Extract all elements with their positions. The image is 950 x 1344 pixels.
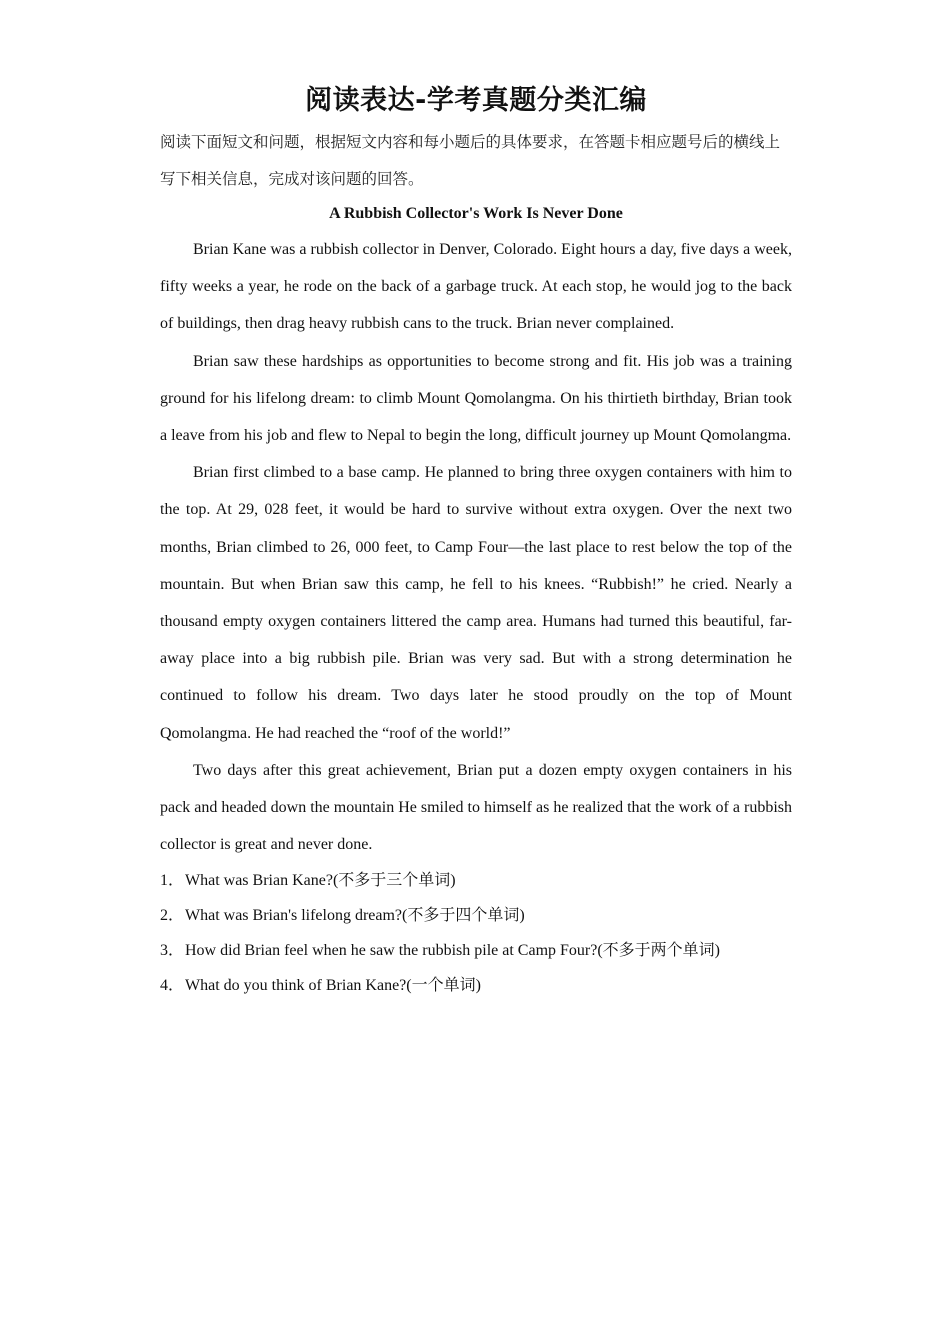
question-item xyxy=(160,898,792,933)
page-title: 阅读表达-学考真题分类汇编 xyxy=(305,85,647,116)
question-text: How did Brian feel when he saw the rubbish pile at Camp Four?(不多于两个单词) xyxy=(185,942,721,960)
article-paragraph-1: Brian Kane was a rubbish collector in Denver, Colorado. Eight hours a day, five days a week, fifty weeks a year, he rode on the back of a garbage truck. At each stop, he would jog to the back of buildings, then drag heavy rubbish cans to the truck. Brian never complained. xyxy=(160,241,792,333)
document-page xyxy=(160,82,792,1003)
question-item xyxy=(160,933,792,968)
question-number: 3． xyxy=(160,942,185,960)
instruction-text: 阅读下面短文和问题，根据短文内容和每小题后的具体要求，在答题卡相应题号后的横线上写下相关信息，完成对该问题的回答。 xyxy=(160,133,781,188)
question-number: 1． xyxy=(160,872,185,890)
article-paragraph-3: Brian first climbed to a base camp. He planned to bring three oxygen containers with him to the top. At 29, 028 feet, it would be hard to survive without extra oxygen. Over the next two months, Brian climbed to 26, 000 feet, to Camp Four—the last place to rest below the top of the mountain. But when Brian saw this camp, he fell to his knees. “Rubbish!” he cried. Nearly a thousand empty oxygen containers littered the camp area. Humans had turned this beautiful, far-away place into a big rubbish pile. Brian was very sad. But with a strong determination he continued to follow his dream. Two days later he stood proudly on the top of Mount Qomolangma. He had reached the “roof of the world!” xyxy=(160,464,792,742)
question-list xyxy=(160,863,792,1003)
question-text: What was Brian Kane?(不多于三个单词) xyxy=(185,872,456,890)
question-number: 2． xyxy=(160,907,185,925)
article-title: A Rubbish Collector's Work Is Never Done xyxy=(329,205,623,222)
question-text: What do you think of Brian Kane?(一个单词) xyxy=(185,977,481,995)
question-item xyxy=(160,863,792,898)
question-item xyxy=(160,968,792,1003)
article-paragraph-2: Brian saw these hardships as opportunities to become strong and fit. His job was a training ground for his lifelong dream: to climb Mount Qomolangma. On his thirtieth birthday, Brian took a leave from his job and flew to Nepal to begin the long, difficult journey up Mount Qomolangma. xyxy=(160,352,792,445)
article-paragraph-4: Two days after this great achievement, Brian put a dozen empty oxygen containers in his pack and headed down the mountain He smiled to himself as he realized that the work of a rubbish collector is great and never done. xyxy=(160,761,792,854)
question-text: What was Brian's lifelong dream?(不多于四个单词) xyxy=(185,907,525,925)
question-number: 4． xyxy=(160,977,185,995)
